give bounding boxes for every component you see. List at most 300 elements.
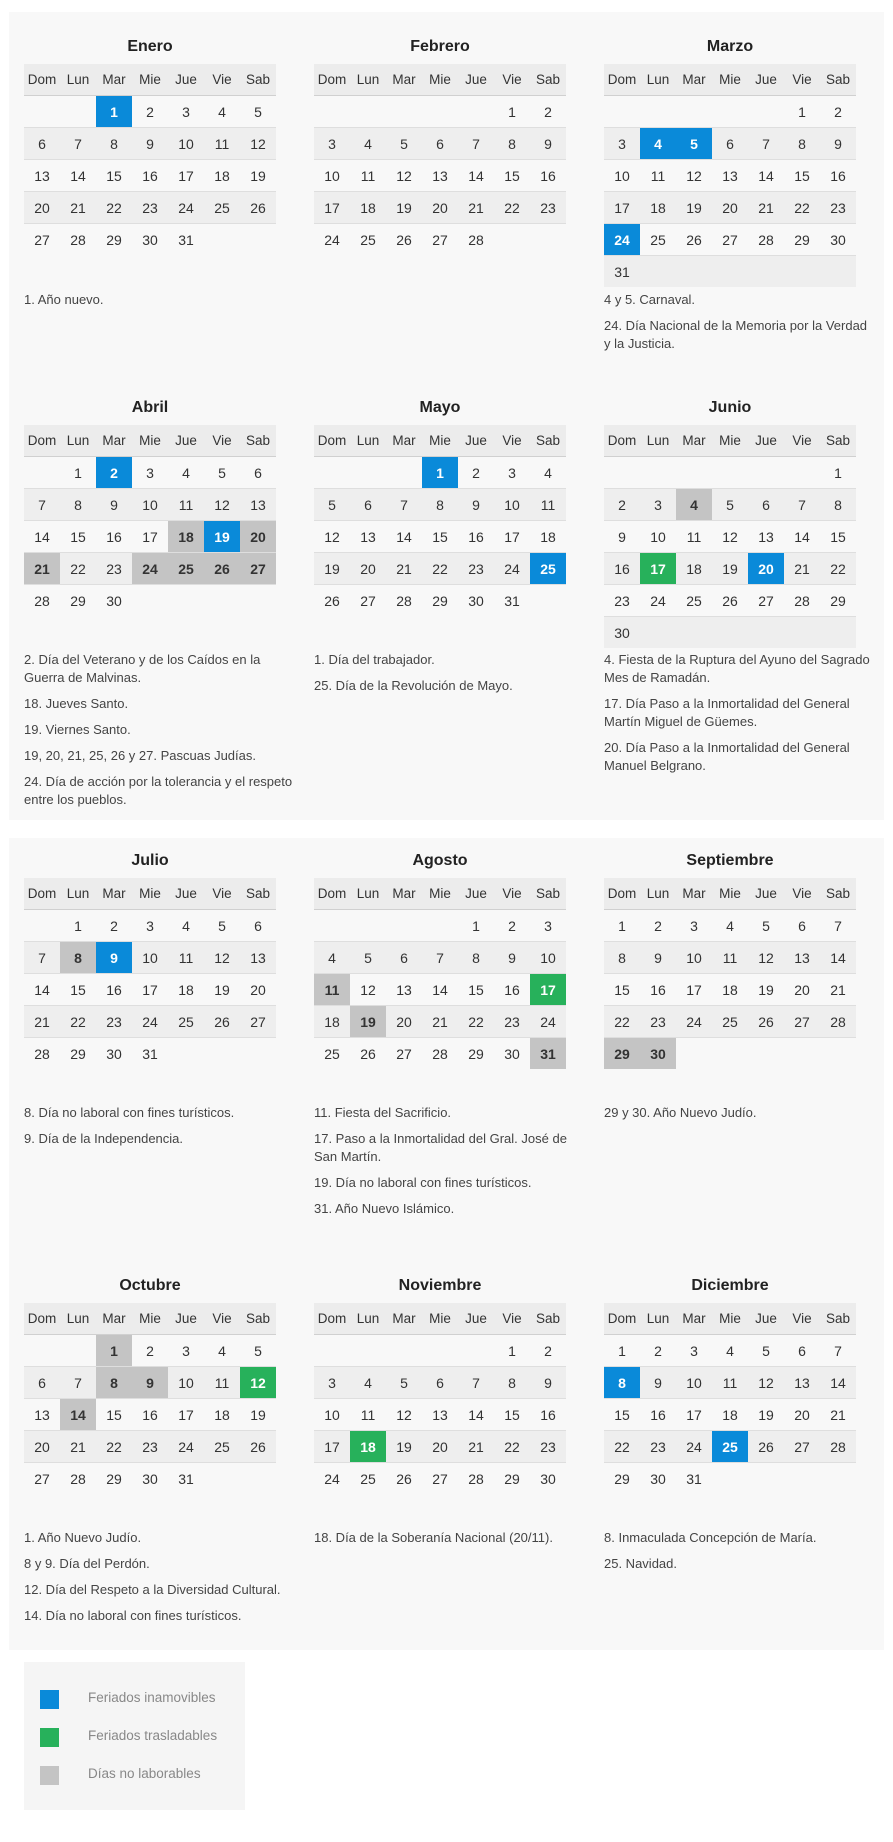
day-cell[interactable]: 22 — [820, 553, 856, 585]
day-cell[interactable]: 24 — [168, 1431, 204, 1463]
day-cell[interactable]: 2 — [494, 910, 530, 942]
day-cell[interactable]: 17 — [168, 160, 204, 192]
day-cell[interactable]: 24 — [168, 192, 204, 224]
day-cell[interactable]: 29 — [504, 1470, 520, 1487]
day-cell[interactable]: 26 — [748, 1006, 784, 1038]
day-cell[interactable]: 23 — [640, 1006, 676, 1038]
day-cell[interactable]: 15 — [96, 160, 132, 192]
day-cell[interactable]: 19 — [676, 192, 712, 224]
day-cell[interactable]: 23 — [132, 1431, 168, 1463]
day-cell-no-laborable[interactable]: 27 — [240, 553, 276, 585]
day-cell[interactable]: 7 — [422, 942, 458, 974]
day-cell[interactable]: 22 — [60, 1006, 96, 1038]
day-cell[interactable]: 10 — [604, 160, 640, 192]
day-cell[interactable]: 1 — [494, 96, 530, 128]
day-cell[interactable]: 1 — [784, 96, 820, 128]
day-cell[interactable]: 16 — [132, 1399, 168, 1431]
day-cell[interactable]: 9 — [458, 489, 494, 521]
day-cell[interactable]: 19 — [240, 1399, 276, 1431]
day-cell[interactable]: 26 — [324, 592, 340, 609]
day-cell[interactable]: 4 — [204, 1335, 240, 1367]
day-cell[interactable]: 8 — [422, 489, 458, 521]
day-cell[interactable]: 7 — [386, 489, 422, 521]
day-cell[interactable]: 11 — [640, 160, 676, 192]
day-cell[interactable]: 25 — [204, 192, 240, 224]
day-cell-no-laborable[interactable]: 8 — [60, 942, 96, 974]
day-cell[interactable]: 15 — [604, 1399, 640, 1431]
day-cell[interactable]: 29 — [70, 1045, 86, 1062]
day-cell[interactable]: 4 — [530, 457, 566, 489]
day-cell[interactable]: 6 — [240, 457, 276, 489]
day-cell[interactable]: 30 — [468, 592, 484, 609]
day-cell[interactable]: 14 — [458, 160, 494, 192]
day-cell[interactable]: 10 — [530, 942, 566, 974]
day-cell[interactable]: 10 — [314, 1399, 350, 1431]
day-cell[interactable]: 9 — [820, 128, 856, 160]
day-cell[interactable]: 9 — [640, 1367, 676, 1399]
day-cell[interactable]: 20 — [422, 192, 458, 224]
day-cell-feriado-inamovible[interactable]: 19 — [204, 521, 240, 553]
day-cell[interactable]: 23 — [604, 585, 640, 617]
day-cell[interactable]: 13 — [350, 521, 386, 553]
day-cell[interactable]: 3 — [676, 910, 712, 942]
day-cell[interactable]: 12 — [240, 128, 276, 160]
day-cell[interactable]: 10 — [132, 942, 168, 974]
day-cell[interactable]: 12 — [386, 160, 422, 192]
day-cell[interactable]: 23 — [530, 1431, 566, 1463]
day-cell[interactable]: 25 — [712, 1006, 748, 1038]
day-cell[interactable]: 7 — [748, 128, 784, 160]
day-cell[interactable]: 14 — [60, 160, 96, 192]
day-cell[interactable]: 27 — [748, 585, 784, 617]
day-cell[interactable]: 17 — [132, 974, 168, 1006]
day-cell[interactable]: 27 — [240, 1006, 276, 1038]
day-cell[interactable]: 11 — [204, 128, 240, 160]
day-cell[interactable]: 13 — [240, 489, 276, 521]
day-cell[interactable]: 19 — [314, 553, 350, 585]
day-cell[interactable]: 28 — [70, 231, 86, 248]
day-cell[interactable]: 21 — [386, 553, 422, 585]
day-cell[interactable]: 13 — [784, 1367, 820, 1399]
day-cell[interactable]: 7 — [60, 128, 96, 160]
day-cell[interactable]: 30 — [504, 1045, 520, 1062]
day-cell[interactable]: 7 — [820, 1335, 856, 1367]
day-cell[interactable]: 1 — [820, 457, 856, 489]
day-cell[interactable]: 29 — [614, 1470, 630, 1487]
day-cell[interactable]: 16 — [530, 160, 566, 192]
day-cell[interactable]: 30 — [650, 1470, 666, 1487]
day-cell[interactable]: 6 — [350, 489, 386, 521]
day-cell[interactable]: 2 — [132, 1335, 168, 1367]
day-cell-feriado-inamovible[interactable]: 8 — [604, 1367, 640, 1399]
day-cell[interactable]: 23 — [458, 553, 494, 585]
day-cell[interactable]: 31 — [142, 1045, 158, 1062]
day-cell[interactable]: 31 — [178, 231, 194, 248]
day-cell[interactable]: 14 — [820, 942, 856, 974]
day-cell[interactable]: 10 — [314, 160, 350, 192]
day-cell-no-laborable[interactable]: 18 — [168, 521, 204, 553]
day-cell[interactable]: 15 — [422, 521, 458, 553]
day-cell[interactable]: 20 — [350, 553, 386, 585]
day-cell[interactable]: 6 — [240, 910, 276, 942]
day-cell[interactable]: 9 — [132, 128, 168, 160]
day-cell[interactable]: 19 — [712, 553, 748, 585]
day-cell[interactable]: 3 — [640, 489, 676, 521]
day-cell[interactable]: 24 — [324, 231, 340, 248]
day-cell[interactable]: 22 — [96, 192, 132, 224]
day-cell[interactable]: 26 — [240, 192, 276, 224]
day-cell[interactable]: 5 — [240, 96, 276, 128]
day-cell[interactable]: 24 — [132, 1006, 168, 1038]
day-cell[interactable]: 14 — [422, 974, 458, 1006]
day-cell[interactable]: 5 — [204, 910, 240, 942]
day-cell[interactable]: 10 — [676, 1367, 712, 1399]
day-cell[interactable]: 29 — [106, 231, 122, 248]
day-cell[interactable]: 5 — [350, 942, 386, 974]
day-cell[interactable]: 20 — [784, 974, 820, 1006]
day-cell[interactable]: 25 — [168, 1006, 204, 1038]
day-cell[interactable]: 3 — [168, 1335, 204, 1367]
day-cell[interactable]: 13 — [748, 521, 784, 553]
day-cell[interactable]: 3 — [494, 457, 530, 489]
day-cell[interactable]: 20 — [240, 974, 276, 1006]
day-cell-no-laborable[interactable]: 26 — [204, 553, 240, 585]
day-cell[interactable]: 18 — [168, 974, 204, 1006]
day-cell[interactable]: 18 — [314, 1006, 350, 1038]
day-cell-no-laborable[interactable]: 11 — [314, 974, 350, 1006]
day-cell[interactable]: 2 — [604, 489, 640, 521]
day-cell[interactable]: 29 — [468, 1045, 484, 1062]
day-cell[interactable]: 2 — [820, 96, 856, 128]
day-cell[interactable]: 17 — [314, 192, 350, 224]
day-cell-no-laborable[interactable]: 19 — [350, 1006, 386, 1038]
day-cell[interactable]: 28 — [34, 1045, 50, 1062]
day-cell[interactable]: 16 — [640, 1399, 676, 1431]
day-cell[interactable]: 15 — [494, 160, 530, 192]
day-cell[interactable]: 14 — [748, 160, 784, 192]
day-cell[interactable]: 21 — [784, 553, 820, 585]
day-cell[interactable]: 26 — [712, 585, 748, 617]
day-cell[interactable]: 16 — [820, 160, 856, 192]
day-cell[interactable]: 11 — [712, 942, 748, 974]
day-cell[interactable]: 27 — [784, 1431, 820, 1463]
day-cell[interactable]: 26 — [396, 1470, 412, 1487]
day-cell[interactable]: 19 — [748, 1399, 784, 1431]
day-cell[interactable]: 25 — [640, 224, 676, 256]
day-cell[interactable]: 29 — [784, 224, 820, 256]
day-cell-feriado-inamovible[interactable]: 24 — [604, 224, 640, 256]
day-cell[interactable]: 30 — [142, 1470, 158, 1487]
day-cell[interactable]: 2 — [458, 457, 494, 489]
day-cell[interactable]: 11 — [676, 521, 712, 553]
day-cell[interactable]: 14 — [458, 1399, 494, 1431]
day-cell[interactable]: 6 — [748, 489, 784, 521]
day-cell[interactable]: 17 — [132, 521, 168, 553]
day-cell[interactable]: 1 — [604, 910, 640, 942]
day-cell[interactable]: 24 — [324, 1470, 340, 1487]
day-cell[interactable]: 9 — [494, 942, 530, 974]
day-cell[interactable]: 7 — [784, 489, 820, 521]
day-cell[interactable]: 11 — [350, 160, 386, 192]
day-cell[interactable]: 29 — [820, 585, 856, 617]
day-cell[interactable]: 6 — [386, 942, 422, 974]
day-cell[interactable]: 12 — [350, 974, 386, 1006]
day-cell-no-laborable[interactable]: 31 — [530, 1038, 566, 1070]
day-cell[interactable]: 22 — [96, 1431, 132, 1463]
day-cell[interactable]: 2 — [132, 96, 168, 128]
day-cell[interactable]: 28 — [70, 1470, 86, 1487]
day-cell[interactable]: 20 — [422, 1431, 458, 1463]
day-cell[interactable]: 17 — [676, 1399, 712, 1431]
day-cell[interactable]: 6 — [24, 1367, 60, 1399]
day-cell[interactable]: 4 — [712, 910, 748, 942]
day-cell[interactable]: 7 — [24, 942, 60, 974]
day-cell[interactable]: 30 — [604, 617, 640, 649]
day-cell[interactable]: 12 — [314, 521, 350, 553]
day-cell[interactable]: 10 — [168, 128, 204, 160]
day-cell-no-laborable[interactable]: 24 — [132, 553, 168, 585]
day-cell[interactable]: 1 — [60, 457, 96, 489]
day-cell[interactable]: 12 — [748, 1367, 784, 1399]
day-cell[interactable]: 27 — [34, 231, 50, 248]
day-cell[interactable]: 29 — [106, 1470, 122, 1487]
day-cell[interactable]: 2 — [640, 1335, 676, 1367]
day-cell[interactable]: 18 — [530, 521, 566, 553]
day-cell[interactable]: 16 — [458, 521, 494, 553]
day-cell[interactable]: 21 — [820, 974, 856, 1006]
day-cell[interactable]: 21 — [60, 192, 96, 224]
day-cell[interactable]: 14 — [784, 521, 820, 553]
day-cell[interactable]: 8 — [458, 942, 494, 974]
day-cell[interactable]: 5 — [386, 1367, 422, 1399]
day-cell[interactable]: 18 — [350, 192, 386, 224]
day-cell-feriado-inamovible[interactable]: 20 — [748, 553, 784, 585]
day-cell[interactable]: 19 — [748, 974, 784, 1006]
day-cell[interactable]: 28 — [432, 1045, 448, 1062]
day-cell[interactable]: 22 — [784, 192, 820, 224]
day-cell[interactable]: 3 — [604, 128, 640, 160]
day-cell[interactable]: 31 — [504, 592, 520, 609]
day-cell[interactable]: 16 — [640, 974, 676, 1006]
day-cell[interactable]: 11 — [204, 1367, 240, 1399]
day-cell[interactable]: 15 — [494, 1399, 530, 1431]
day-cell[interactable]: 26 — [360, 1045, 376, 1062]
day-cell[interactable]: 5 — [204, 457, 240, 489]
day-cell[interactable]: 21 — [24, 1006, 60, 1038]
day-cell[interactable]: 12 — [748, 942, 784, 974]
day-cell[interactable]: 21 — [60, 1431, 96, 1463]
day-cell[interactable]: 30 — [540, 1470, 556, 1487]
day-cell[interactable]: 24 — [676, 1006, 712, 1038]
day-cell[interactable]: 13 — [784, 942, 820, 974]
day-cell[interactable]: 18 — [676, 553, 712, 585]
day-cell[interactable]: 26 — [396, 231, 412, 248]
day-cell-feriado-inamovible[interactable]: 25 — [712, 1431, 748, 1463]
day-cell[interactable]: 17 — [168, 1399, 204, 1431]
day-cell[interactable]: 23 — [820, 192, 856, 224]
day-cell[interactable]: 14 — [24, 974, 60, 1006]
day-cell[interactable]: 20 — [784, 1399, 820, 1431]
day-cell[interactable]: 28 — [34, 592, 50, 609]
day-cell-feriado-trasladable[interactable]: 17 — [640, 553, 676, 585]
day-cell[interactable]: 23 — [96, 1006, 132, 1038]
day-cell[interactable]: 25 — [360, 231, 376, 248]
day-cell[interactable]: 20 — [712, 192, 748, 224]
day-cell[interactable]: 21 — [820, 1399, 856, 1431]
day-cell[interactable]: 19 — [386, 192, 422, 224]
day-cell-no-laborable[interactable]: 1 — [96, 1335, 132, 1367]
day-cell[interactable]: 15 — [60, 974, 96, 1006]
day-cell[interactable]: 14 — [24, 521, 60, 553]
day-cell[interactable]: 18 — [640, 192, 676, 224]
day-cell[interactable]: 12 — [676, 160, 712, 192]
day-cell-feriado-inamovible[interactable]: 1 — [96, 96, 132, 128]
day-cell-feriado-trasladable[interactable]: 17 — [530, 974, 566, 1006]
day-cell-no-laborable[interactable]: 8 — [96, 1367, 132, 1399]
day-cell[interactable]: 30 — [142, 231, 158, 248]
day-cell[interactable]: 14 — [820, 1367, 856, 1399]
day-cell[interactable]: 1 — [60, 910, 96, 942]
day-cell[interactable]: 15 — [458, 974, 494, 1006]
day-cell[interactable]: 22 — [458, 1006, 494, 1038]
day-cell-no-laborable[interactable]: 14 — [60, 1399, 96, 1431]
day-cell[interactable]: 16 — [96, 974, 132, 1006]
day-cell[interactable]: 8 — [784, 128, 820, 160]
day-cell[interactable]: 15 — [820, 521, 856, 553]
day-cell[interactable]: 6 — [784, 910, 820, 942]
day-cell[interactable]: 16 — [604, 553, 640, 585]
day-cell[interactable]: 5 — [240, 1335, 276, 1367]
day-cell[interactable]: 7 — [60, 1367, 96, 1399]
day-cell[interactable]: 27 — [784, 1006, 820, 1038]
day-cell[interactable]: 6 — [784, 1335, 820, 1367]
day-cell[interactable]: 11 — [712, 1367, 748, 1399]
day-cell[interactable]: 11 — [530, 489, 566, 521]
day-cell[interactable]: 25 — [204, 1431, 240, 1463]
day-cell[interactable]: 26 — [676, 224, 712, 256]
day-cell[interactable]: 23 — [530, 192, 566, 224]
day-cell-no-laborable[interactable]: 25 — [168, 553, 204, 585]
day-cell[interactable]: 2 — [530, 96, 566, 128]
day-cell[interactable]: 10 — [168, 1367, 204, 1399]
day-cell[interactable]: 24 — [494, 553, 530, 585]
day-cell[interactable]: 3 — [314, 1367, 350, 1399]
day-cell[interactable]: 31 — [686, 1470, 702, 1487]
day-cell[interactable]: 8 — [60, 489, 96, 521]
day-cell[interactable]: 12 — [386, 1399, 422, 1431]
day-cell[interactable]: 12 — [204, 489, 240, 521]
day-cell[interactable]: 5 — [712, 489, 748, 521]
day-cell[interactable]: 26 — [240, 1431, 276, 1463]
day-cell[interactable]: 18 — [204, 160, 240, 192]
day-cell[interactable]: 25 — [360, 1470, 376, 1487]
day-cell[interactable]: 25 — [676, 585, 712, 617]
day-cell[interactable]: 21 — [458, 192, 494, 224]
day-cell[interactable]: 13 — [712, 160, 748, 192]
day-cell[interactable]: 16 — [530, 1399, 566, 1431]
day-cell[interactable]: 28 — [396, 592, 412, 609]
day-cell[interactable]: 3 — [132, 910, 168, 942]
day-cell[interactable]: 10 — [640, 521, 676, 553]
day-cell[interactable]: 6 — [24, 128, 60, 160]
day-cell[interactable]: 15 — [96, 1399, 132, 1431]
day-cell[interactable]: 23 — [96, 553, 132, 585]
day-cell[interactable]: 17 — [494, 521, 530, 553]
day-cell[interactable]: 3 — [132, 457, 168, 489]
day-cell[interactable]: 5 — [748, 1335, 784, 1367]
day-cell[interactable]: 4 — [350, 1367, 386, 1399]
day-cell[interactable]: 13 — [422, 1399, 458, 1431]
day-cell[interactable]: 3 — [168, 96, 204, 128]
day-cell-feriado-inamovible[interactable]: 25 — [530, 553, 566, 585]
day-cell[interactable]: 1 — [494, 1335, 530, 1367]
day-cell[interactable]: 22 — [604, 1006, 640, 1038]
day-cell[interactable]: 16 — [494, 974, 530, 1006]
day-cell[interactable]: 9 — [530, 128, 566, 160]
day-cell[interactable]: 22 — [494, 1431, 530, 1463]
day-cell[interactable]: 5 — [748, 910, 784, 942]
day-cell[interactable]: 21 — [748, 192, 784, 224]
day-cell[interactable]: 19 — [240, 160, 276, 192]
day-cell[interactable]: 17 — [676, 974, 712, 1006]
day-cell[interactable]: 1 — [604, 1335, 640, 1367]
day-cell[interactable]: 20 — [24, 1431, 60, 1463]
day-cell[interactable]: 14 — [386, 521, 422, 553]
day-cell-feriado-inamovible[interactable]: 5 — [676, 128, 712, 160]
day-cell[interactable]: 25 — [324, 1045, 340, 1062]
day-cell[interactable]: 4 — [204, 96, 240, 128]
day-cell[interactable]: 22 — [60, 553, 96, 585]
day-cell[interactable]: 13 — [422, 160, 458, 192]
day-cell[interactable]: 4 — [314, 942, 350, 974]
day-cell[interactable]: 27 — [360, 592, 376, 609]
day-cell-no-laborable[interactable]: 29 — [604, 1038, 640, 1070]
day-cell[interactable]: 28 — [468, 231, 484, 248]
day-cell[interactable]: 7 — [820, 910, 856, 942]
day-cell[interactable]: 2 — [640, 910, 676, 942]
day-cell[interactable]: 15 — [60, 521, 96, 553]
day-cell-feriado-inamovible[interactable]: 1 — [422, 457, 458, 489]
day-cell[interactable]: 24 — [676, 1431, 712, 1463]
day-cell[interactable]: 10 — [132, 489, 168, 521]
day-cell[interactable]: 30 — [820, 224, 856, 256]
day-cell[interactable]: 3 — [314, 128, 350, 160]
day-cell[interactable]: 22 — [604, 1431, 640, 1463]
day-cell[interactable]: 21 — [458, 1431, 494, 1463]
day-cell[interactable]: 28 — [820, 1431, 856, 1463]
day-cell[interactable]: 30 — [106, 592, 122, 609]
day-cell-feriado-inamovible[interactable]: 9 — [96, 942, 132, 974]
day-cell-no-laborable[interactable]: 9 — [132, 1367, 168, 1399]
day-cell[interactable]: 9 — [640, 942, 676, 974]
day-cell[interactable]: 5 — [386, 128, 422, 160]
day-cell[interactable]: 5 — [314, 489, 350, 521]
day-cell[interactable]: 31 — [178, 1470, 194, 1487]
day-cell[interactable]: 3 — [530, 910, 566, 942]
day-cell[interactable]: 18 — [712, 974, 748, 1006]
day-cell[interactable]: 8 — [96, 128, 132, 160]
day-cell[interactable]: 11 — [350, 1399, 386, 1431]
day-cell[interactable]: 27 — [712, 224, 748, 256]
day-cell[interactable]: 8 — [494, 128, 530, 160]
day-cell[interactable]: 20 — [24, 192, 60, 224]
day-cell[interactable]: 15 — [784, 160, 820, 192]
day-cell[interactable]: 28 — [468, 1470, 484, 1487]
day-cell[interactable]: 4 — [168, 457, 204, 489]
day-cell[interactable]: 23 — [132, 192, 168, 224]
day-cell[interactable]: 6 — [422, 1367, 458, 1399]
day-cell[interactable]: 10 — [676, 942, 712, 974]
